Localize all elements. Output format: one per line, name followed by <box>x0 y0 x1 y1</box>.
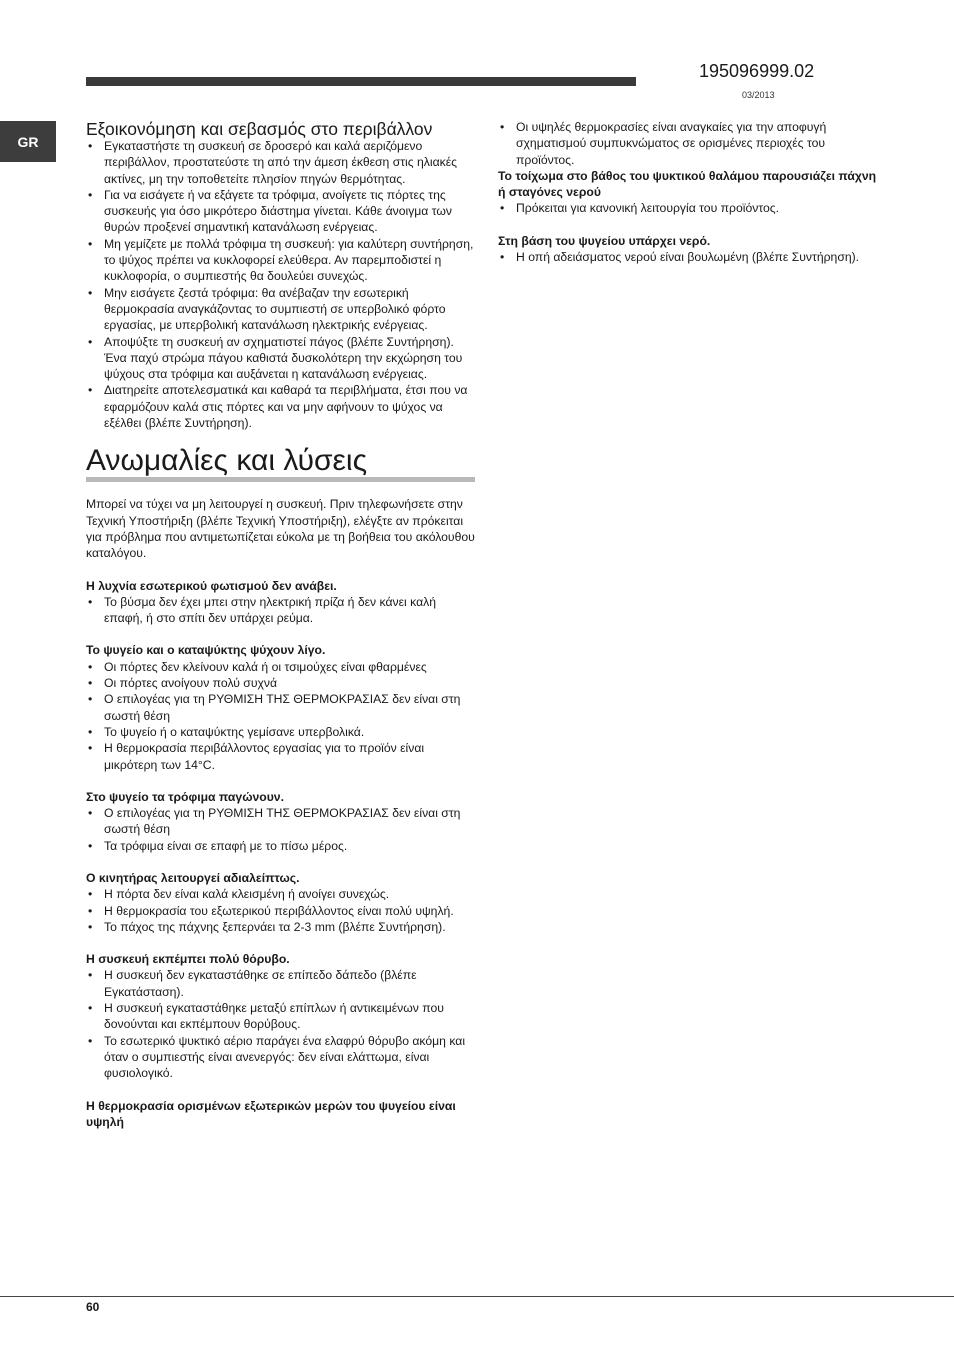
footer-rule <box>0 1296 954 1297</box>
list-item: • Η πόρτα δεν είναι καλά κλεισμένη ή ανοίγει συνεχώς. <box>86 886 478 902</box>
list-item: • Εγκαταστήστε τη συσκευή σε δροσερό και καλά αεριζόμενο περιβάλλον, προστατεύστε τη από την άμεση έκθεση στις ηλιακές ακτίνες, μη την τοποθετείτε πλησίον πηγών θερμότητας. <box>86 138 478 187</box>
right-problems <box>498 168 880 265</box>
list-item: • Το βύσμα δεν έχει μπει στην ηλεκτρική πρίζα ή δεν κάνει καλή επαφή, ή στο σπίτι δεν υπάρχει ρεύμα. <box>86 594 478 627</box>
troubleshooting-title: Ανωμαλίες και λύσεις <box>86 444 368 478</box>
causes-list <box>498 200 880 216</box>
troubleshooting-intro: Μπορεί να τύχει να μη λειτουργεί η συσκευή. Πριν τηλεφωνήσετε στην Τεχνική Υποστήριξη (βλέπε Τεχνική Υποστήριξη), ελέγξτε αν πρόκειται για πρόβλημα που αντιμετωπίζεται εύκολα με τη βοήθεια του ακόλουθου καταλόγου. <box>86 497 475 561</box>
list-item: • Η συσκευή εγκαταστάθηκε μεταξύ επίπλων ή αντικειμένων που δονούνται και εκπέμπουν θορύβους. <box>86 1000 478 1033</box>
energy-tips-list <box>86 138 478 431</box>
problem-heading: Η λυχνία εσωτερικού φωτισμού δεν ανάβει. <box>86 578 337 593</box>
list-item: • Ο επιλογέας για τη ΡΥΘΜΙΣΗ ΤΗΣ ΘΕΡΜΟΚΡΑΣΙΑΣ δεν είναι στη σωστή θέση <box>86 691 478 724</box>
header-bar <box>86 77 636 86</box>
list-item: • Διατηρείτε αποτελεσματικά και καθαρά τα περιβλήματα, έτσι που να εφαρμόζουν καλά στις πόρτες και να μην αφήνουν το ψύχος να εξέλθει (βλέπε Συντήρηση). <box>86 382 478 431</box>
problem-heading: Η θερμοκρασία ορισμένων εξωτερικών μερών του ψυγείου είναι υψηλή <box>86 1098 456 1129</box>
list-item: • Η συσκευή δεν εγκαταστάθηκε σε επίπεδο δάπεδο (βλέπε Εγκατάσταση). <box>86 967 478 1000</box>
problem-heading: Το τοίχωμα στο βάθος του ψυκτικού θαλάμου παρουσιάζει πάχνη ή σταγόνες νερού <box>498 168 877 200</box>
causes-list <box>86 659 478 773</box>
left-column <box>86 120 478 1130</box>
causes-list <box>86 967 478 1081</box>
list-item: • Πρόκειται για κανονική λειτουργία του προϊόντος. <box>498 200 880 216</box>
right-column <box>498 119 880 265</box>
list-item: • Οι πόρτες ανοίγουν πολύ συχνά <box>86 675 478 691</box>
list-item: • Η οπή αδειάσματος νερού είναι βουλωμένη (βλέπε Συντήρηση). <box>498 249 880 265</box>
problem-heading: Στο ψυγείο τα τρόφιμα παγώνουν. <box>86 789 284 804</box>
list-item: • Ο επιλογέας για τη ΡΥΘΜΙΣΗ ΤΗΣ ΘΕΡΜΟΚΡΑΣΙΑΣ δεν είναι στη σωστή θέση <box>86 805 478 838</box>
document-date: 03/2013 <box>742 90 775 100</box>
energy-section-title: Εξοικονόμηση και σεβασμός στο περιβάλλον <box>86 119 433 139</box>
list-item: • Αποψύξτε τη συσκευή αν σχηματιστεί πάγος (βλέπε Συντήρηση). Ένα παχύ στρώμα πάγου καθιστά δυσκολότερη την εκχώρηση του ψύχους στα τρόφιμα και αυξάνεται η κατανάλωση ενέργειας. <box>86 334 478 383</box>
causes-list <box>86 886 478 935</box>
page-number: 60 <box>86 1300 100 1314</box>
list-item: • Η θερμοκρασία του εξωτερικού περιβάλλοντος είναι πολύ υψηλή. <box>86 903 478 919</box>
problem-heading: Το ψυγείο και ο καταψύκτης ψύχουν λίγο. <box>86 643 326 658</box>
language-tab: GR <box>0 121 56 162</box>
list-item: • Για να εισάγετε ή να εξάγετε τα τρόφιμα, ανοίγετε τις πόρτες της συσκευής για όσο μικρότερο διάστημα γίνεται. Κάθε άνοιγμα των θυρών προξενεί σημαντική κατανάλωση ενέργειας. <box>86 187 478 236</box>
left-problems <box>86 578 478 1131</box>
list-item: • Οι πόρτες δεν κλείνουν καλά ή οι τσιμούχες είναι φθαρμένες <box>86 659 478 675</box>
causes-list <box>86 594 478 627</box>
document-number: 195096999.02 <box>699 61 815 81</box>
list-item: • Το ψυγείο ή ο καταψύκτης γεμίσανε υπερβολικά. <box>86 724 478 740</box>
list-item: • Το πάχος της πάχνης ξεπερνάει τα 2-3 mm (βλέπε Συντήρηση). <box>86 919 478 935</box>
problem-heading: Στη βάση του ψυγείου υπάρχει νερό. <box>498 233 711 248</box>
continued-causes-list <box>498 119 880 168</box>
list-item: • Το εσωτερικό ψυκτικό αέριο παράγει ένα ελαφρύ θόρυβο ακόμη και όταν ο συμπιεστής είναι ανενεργός: δεν είναι ελάττωμα, είναι φυσιολογικό. <box>86 1033 478 1082</box>
problem-heading: Ο κινητήρας λειτουργεί αδιαλείπτως. <box>86 870 300 885</box>
causes-list <box>86 805 478 854</box>
list-item: • Τα τρόφιμα είναι σε επαφή με το πίσω μέρος. <box>86 838 478 854</box>
causes-list <box>498 249 880 265</box>
list-item: • Η θερμοκρασία περιβάλλοντος εργασίας για το προϊόν είναι μικρότερη των 14°C. <box>86 740 478 773</box>
list-item: • Μη γεμίζετε με πολλά τρόφιμα τη συσκευή: για καλύτερη συντήρηση, το ψύχος πρέπει να κυκλοφορεί ελεύθερα. Αν παρεμποδιστεί η κυκλοφορία, ο συμπιεστής θα δουλεύει συνεχώς. <box>86 236 478 285</box>
problem-heading: Η συσκευή εκπέμπει πολύ θόρυβο. <box>86 952 290 967</box>
title-underline <box>86 477 475 482</box>
list-item: • Μην εισάγετε ζεστά τρόφιμα: θα ανέβαζαν την εσωτερική θερμοκρασία αναγκάζοντας το συμπιεστή σε υπερβολικό φόρτο εργασίας, με υπερβολική κατανάλωση ηλεκτρικής ενέργειας. <box>86 285 478 334</box>
list-item: • Οι υψηλές θερμοκρασίες είναι αναγκαίες για την αποφυγή σχηματισμού συμπυκνώματος σε ορισμένες περιοχές του προϊόντος. <box>498 119 880 168</box>
